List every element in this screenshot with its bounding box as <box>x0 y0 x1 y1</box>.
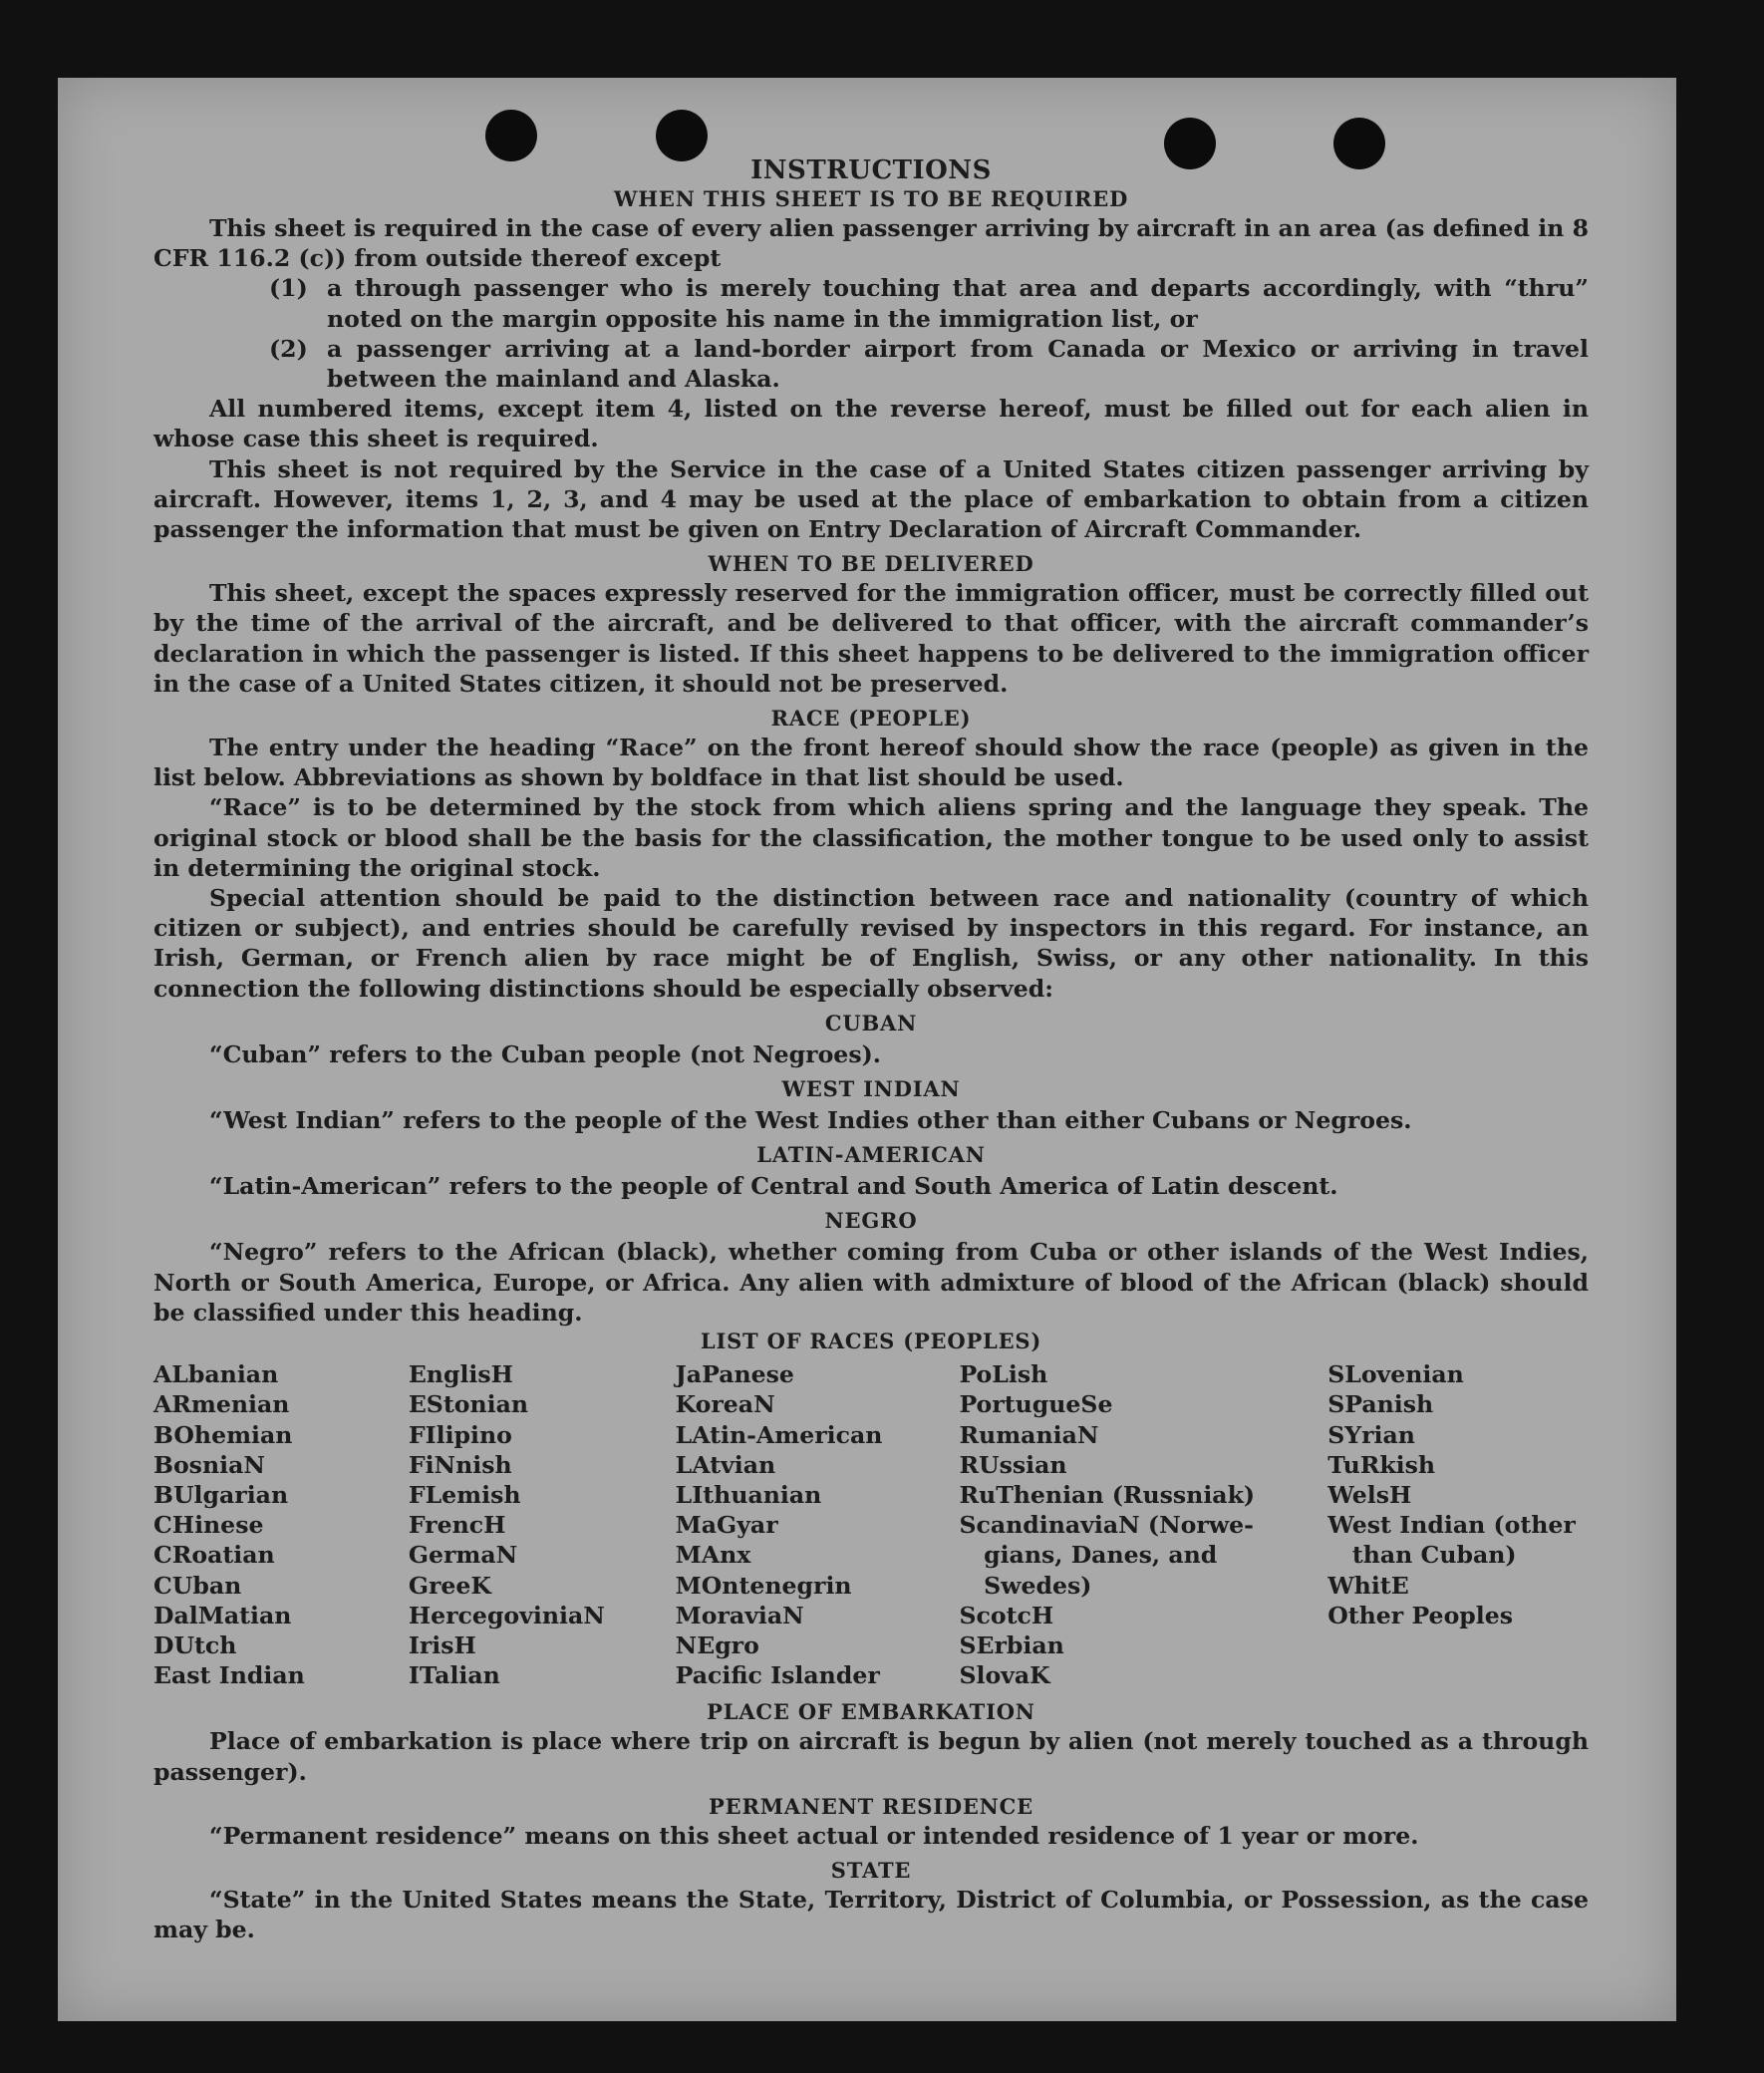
definition: “West Indian” refers to the people of the West Indies other than either Cubans or Negroes. <box>209 1106 1412 1135</box>
race-entry: EStonian <box>408 1390 529 1419</box>
race-entry: MAnx <box>675 1541 751 1570</box>
race-entry: MaGyar <box>675 1511 778 1540</box>
race-entry: WhitE <box>1327 1571 1409 1600</box>
race-entry: Swedes) <box>959 1571 1092 1600</box>
race-entry: RumaniaN <box>959 1420 1099 1449</box>
race-entry: FLemish <box>408 1480 521 1509</box>
list-item <box>153 334 1589 394</box>
paragraph: “State” in the United States means the State, Territory, District of Columbia, or Possession, as the case may be. <box>153 1885 1589 1944</box>
race-entry: RuThenian (Russniak) <box>959 1480 1256 1509</box>
race-entry: EnglisH <box>408 1360 513 1389</box>
section-heading: PLACE OF EMBARKATION <box>707 1699 1035 1725</box>
race-entry: PoLish <box>959 1360 1048 1389</box>
race-entry: SErbian <box>959 1630 1064 1659</box>
section-heading: RACE (PEOPLE) <box>770 706 972 732</box>
race-entry: SYrian <box>1327 1420 1415 1449</box>
race-entry: East Indian <box>153 1661 305 1690</box>
race-entry: DalMatian <box>153 1601 292 1629</box>
race-entry: IrisH <box>408 1630 476 1659</box>
section-heading: NEGRO <box>824 1208 918 1234</box>
race-entry: CHinese <box>153 1511 264 1540</box>
race-entry: gians, Danes, and <box>959 1541 1218 1570</box>
race-entry: DUtch <box>153 1630 237 1659</box>
page-title: INSTRUCTIONS <box>750 155 992 185</box>
race-entry: GreeK <box>408 1571 491 1600</box>
race-entry: GermaN <box>408 1541 518 1570</box>
race-entry: CUban <box>153 1571 242 1600</box>
race-entry: LAtin-American <box>675 1420 883 1449</box>
punch-hole <box>485 110 537 161</box>
race-entry: ScandinaviaN (Norwe- <box>959 1511 1254 1540</box>
race-entry: NEgro <box>675 1630 759 1659</box>
race-entry: MOntenegrin <box>675 1571 852 1600</box>
paragraph: “Permanent residence” means on this sheet actual or intended residence of 1 year or more. <box>209 1821 1419 1850</box>
punch-hole <box>656 110 708 161</box>
race-entry: ARmenian <box>153 1390 290 1419</box>
race-entry: KoreaN <box>675 1390 775 1419</box>
race-entry: FIlipino <box>408 1420 512 1449</box>
paragraph: This sheet, except the spaces expressly reserved for the immigration officer, must be correctly filled out by the time of the arrival of the aircraft, and be delivered to that officer, with the aircraft commander’s declaration in which the passenger is listed. If this sheet happens to be delivered to the immigration officer in the case of a United States citizen, it should not be preserved. <box>153 579 1589 698</box>
race-entry: BosniaN <box>153 1450 265 1479</box>
race-entry: CRoatian <box>153 1541 275 1570</box>
race-entry: HercegoviniaN <box>408 1601 605 1629</box>
paragraph: Place of embarkation is place where trip on aircraft is begun by alien (not merely touched as a through passenger). <box>153 1727 1589 1786</box>
item-number: (2) <box>269 334 308 363</box>
paragraph: All numbered items, except item 4, listed on the reverse hereof, must be filled out for each alien in whose case this sheet is required. <box>153 395 1589 453</box>
races-column <box>1327 1359 1589 1690</box>
section-heading: PERMANENT RESIDENCE <box>709 1793 1033 1819</box>
paragraph: Special attention should be paid to the distinction between race and nationality (country of which citizen or subject), and entries should be carefully revised by inspectors in this regard. For instance, an Irish, German, or French alien by race might be of English, Swiss, or any other nationality. In this connection the following distinctions should be especially observed: <box>153 884 1589 1003</box>
race-entry: LAtvian <box>675 1450 776 1479</box>
document-sheet <box>58 78 1676 2021</box>
races-column <box>676 1359 960 1690</box>
definition: “Negro” refers to the African (black), whether coming from Cuba or other islands of the West Indies, North or South America, Europe, or Africa. Any alien with admixture of blood of the African (black) should be classified under this heading. <box>153 1238 1589 1327</box>
race-entry: PortugueSe <box>959 1390 1113 1419</box>
race-entry: Other Peoples <box>1327 1601 1514 1629</box>
instructions-content <box>153 155 1589 1944</box>
definition: “Latin-American” refers to the people of Central and South America of Latin descent. <box>209 1172 1338 1201</box>
item-text: a through passenger who is merely touching that area and departs accordingly, with “thru” noted on the margin opposite his name in the immigration list, or <box>327 274 1589 333</box>
race-entry: SPanish <box>1327 1390 1434 1419</box>
section-heading: WHEN TO BE DELIVERED <box>708 551 1034 577</box>
race-entry: JaPanese <box>675 1360 794 1389</box>
item-number: (1) <box>269 274 308 303</box>
race-entry: FiNnish <box>408 1450 512 1479</box>
race-entry: MoraviaN <box>675 1601 804 1629</box>
races-list <box>153 1359 1589 1690</box>
race-entry: WelsH <box>1327 1480 1412 1509</box>
race-entry: ScotcH <box>959 1601 1054 1629</box>
section-heading: LATIN-AMERICAN <box>756 1142 986 1168</box>
section-heading: LIST OF RACES (PEOPLES) <box>700 1329 1042 1354</box>
races-column <box>153 1359 409 1690</box>
paragraph: This sheet is required in the case of every alien passenger arriving by aircraft in an area (as defined in 8 CFR 116.2 (c)) from outside thereof except <box>153 214 1589 273</box>
item-text: a passenger arriving at a land-border airport from Canada or Mexico or arriving in travel between the mainland and Alaska. <box>327 334 1589 394</box>
paragraph: This sheet is not required by the Service in the case of a United States citizen passenger arriving by aircraft. However, items 1, 2, 3, and 4 may be used at the place of embarkation to obtain from a citizen passenger the information that must be given on Entry Declaration of Aircraft Commander. <box>153 454 1589 544</box>
race-entry: TuRkish <box>1327 1450 1436 1479</box>
races-column <box>959 1359 1327 1690</box>
paragraph: The entry under the heading “Race” on the front hereof should show the race (people) as given in the list below. Abbreviations as shown by boldface in that list should be used. <box>153 734 1589 792</box>
race-entry: than Cuban) <box>1327 1541 1517 1570</box>
race-entry: BUlgarian <box>153 1480 289 1509</box>
race-entry: West Indian (other <box>1327 1511 1576 1540</box>
races-column <box>409 1359 676 1690</box>
section-heading: WEST INDIAN <box>781 1076 961 1102</box>
race-entry: FrencH <box>408 1511 506 1540</box>
definition: “Cuban” refers to the Cuban people (not Negroes). <box>209 1039 881 1068</box>
section-heading: STATE <box>830 1857 912 1883</box>
race-entry: Pacific Islander <box>675 1661 880 1690</box>
paragraph: “Race” is to be determined by the stock from which aliens spring and the language they speak. The original stock or blood shall be the basis for the classification, the mother tongue to be used only to assist in determining the original stock. <box>153 793 1589 882</box>
race-entry: RUssian <box>959 1450 1067 1479</box>
race-entry: LIthuanian <box>675 1480 822 1509</box>
section-heading: WHEN THIS SHEET IS TO BE REQUIRED <box>613 186 1129 211</box>
race-entry: BOhemian <box>153 1420 293 1449</box>
race-entry: ALbanian <box>153 1360 279 1389</box>
race-entry: SLovenian <box>1327 1360 1464 1389</box>
list-item <box>153 273 1589 333</box>
section-heading: CUBAN <box>824 1010 918 1036</box>
race-entry: SlovaK <box>959 1661 1050 1690</box>
race-entry: ITalian <box>408 1661 500 1690</box>
